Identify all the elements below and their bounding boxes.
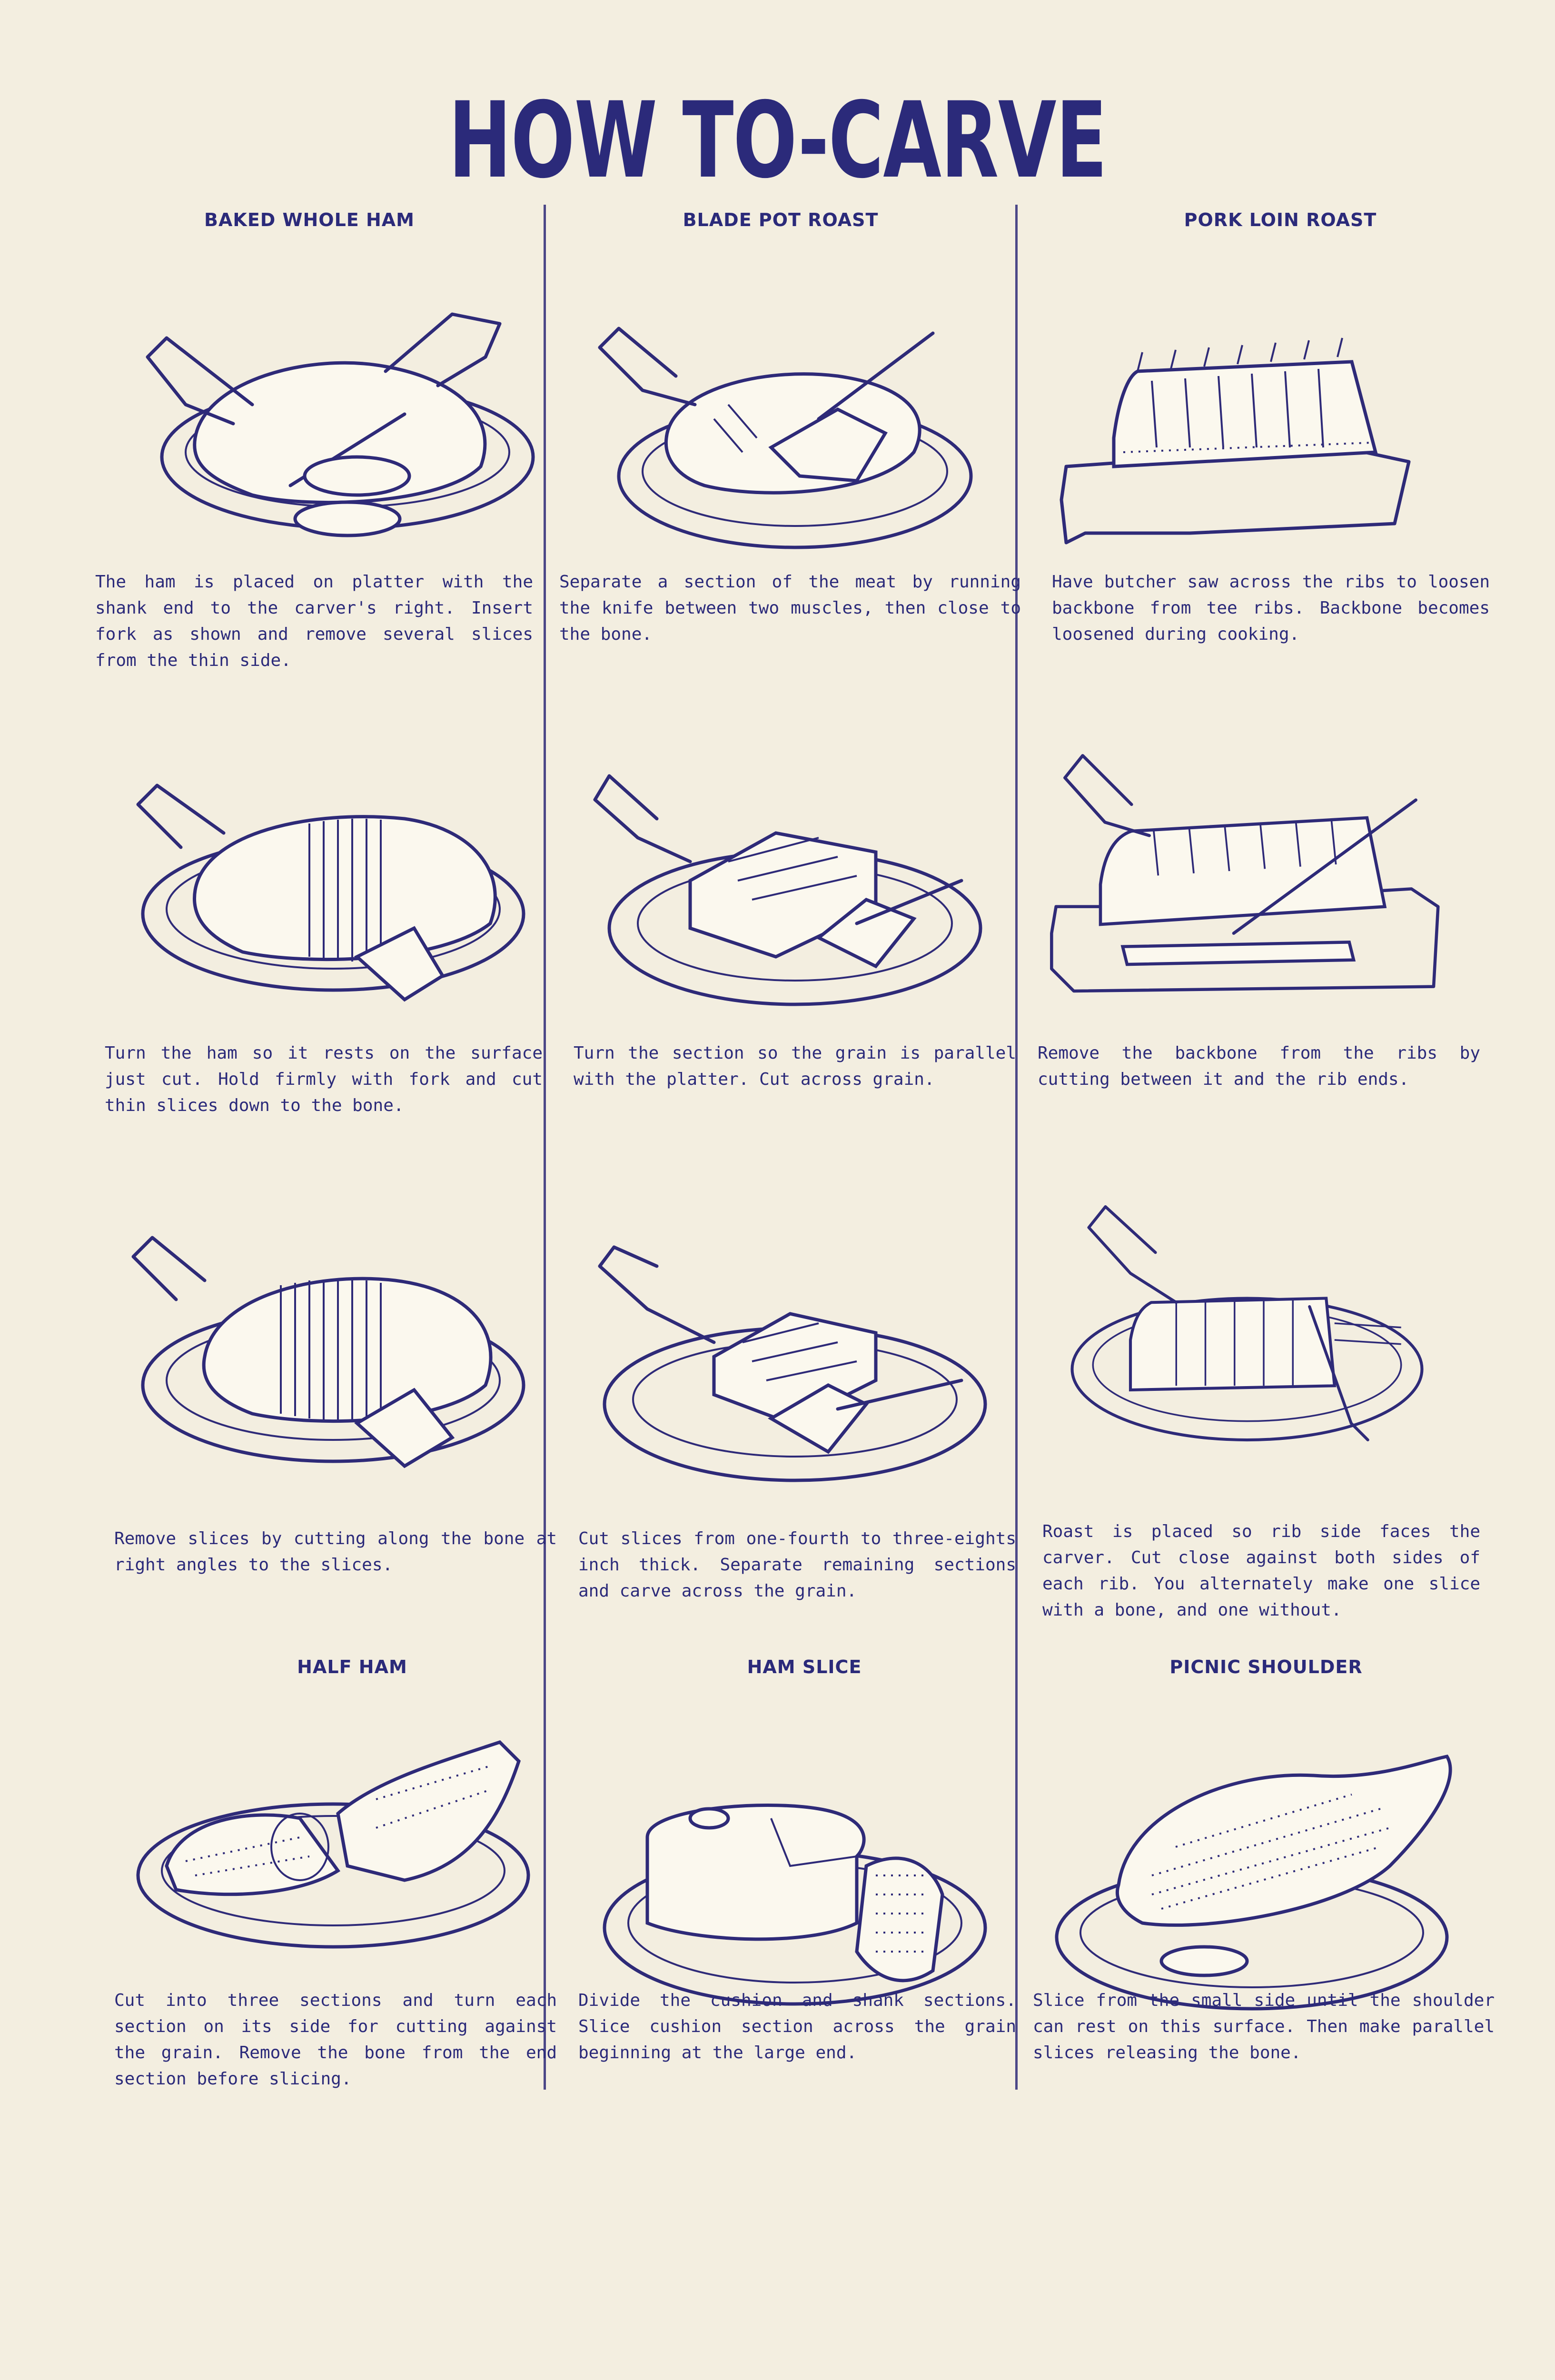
heading-half-ham: HALF HAM [297,1656,407,1677]
pork-loin-platter-illustration [1033,1190,1461,1457]
caption-pork-loin-roast-1: Have butcher saw across the ribs to loosen backbone from tee ribs. Backbone becomes loosened during cooking. [1052,572,1490,644]
whole-ham-turned-illustration [109,757,538,1023]
pot-roast-slice-illustration [571,1238,1000,1504]
half-ham-illustration [109,1723,538,1990]
caption-blade-pot-roast-3: Cut slices from one-fourth to three-eights inch thick. Separate remaining sections and carve across the grain. [578,1529,1016,1601]
picnic-shoulder-illustration [1047,1752,1476,2018]
heading-picnic-shoulder: PICNIC SHOULDER [1169,1656,1363,1677]
pork-loin-board-illustration [1047,295,1476,562]
caption-baked-whole-ham-2: Turn the ham so it rests on the surface just cut. Hold firmly with fork and cut thin slices down to the bone. [105,1043,543,1115]
pot-roast-turn-illustration [571,757,1000,1023]
whole-ham-fork-knife-illustration [109,295,538,562]
caption-picnic-shoulder: Slice from the small side until the shoulder can rest on this surface. Then make parallel slices releasing the bone. [1033,1991,1495,2063]
caption-blade-pot-roast-2: Turn the section so the grain is parallel with the platter. Cut across grain. [574,1043,1016,1089]
caption-pork-loin-roast-3: Roast is placed so rib side faces the carver. Cut close against both sides of each rib. You alternately make one slice with a bone, and one without. [1042,1522,1480,1620]
caption-blade-pot-roast-1: Separate a section of the meat by running the knife between two muscles, then close to the bone. [559,572,1021,644]
heading-baked-whole-ham: BAKED WHOLE HAM [204,209,415,230]
caption-half-ham: Cut into three sections and turn each section on its side for cutting against the grain. Remove the bone from the end section before slicing. [114,1991,557,2089]
heading-ham-slice: HAM SLICE [747,1656,862,1677]
caption-ham-slice: Divide the cushion and shank sections. Slice cushion section across the grain beginning at the large end. [578,1991,1016,2063]
caption-baked-whole-ham-3: Remove slices by cutting along the bone at right angles to the slices. [114,1529,557,1575]
pot-roast-separate-illustration [571,295,1000,562]
column-divider-left [544,205,546,2090]
caption-pork-loin-roast-2: Remove the backbone from the ribs by cutting between it and the rib ends. [1038,1043,1480,1089]
pork-loin-backbone-illustration [1033,738,1461,1004]
caption-baked-whole-ham-1: The ham is placed on platter with the shank end to the carver's right. Insert fork as shown and remove several slices from the thin side. [95,572,533,670]
column-divider-right [1015,205,1018,2090]
heading-blade-pot-roast: BLADE POT ROAST [683,209,879,230]
whole-ham-slices-illustration [109,1219,538,1485]
heading-pork-loin-roast: PORK LOIN ROAST [1184,209,1377,230]
page-title: HOW TO-CARVE [448,79,1107,201]
